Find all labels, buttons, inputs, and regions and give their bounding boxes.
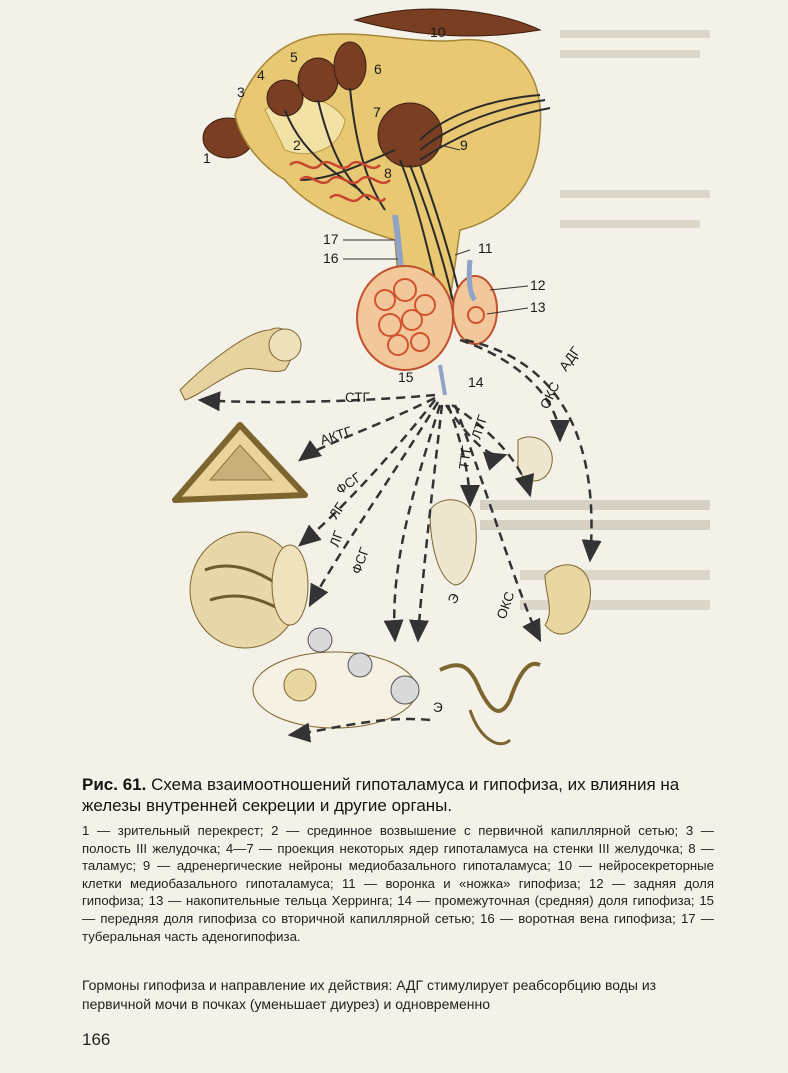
thyroid-organ (430, 500, 476, 585)
label-8: 8 (384, 165, 392, 181)
hormone-label-ttg: ТТГ (456, 444, 475, 471)
hormone-label-e-upper: Э (444, 590, 463, 607)
mammary-organ (518, 437, 553, 481)
nucleus-7 (378, 103, 442, 167)
label-6: 6 (374, 61, 382, 77)
hormone-label-fsg-upper: ФСГ (333, 469, 365, 498)
hormone-label-oks-lower: ОКС (493, 589, 518, 622)
label-16: 16 (323, 250, 339, 266)
nucleus-6 (334, 42, 366, 90)
label-14: 14 (468, 374, 484, 390)
label-2: 2 (293, 137, 301, 153)
hormone-label-fsg-lower: ФСГ (348, 545, 373, 577)
label-15: 15 (398, 369, 414, 385)
label-3: 3 (237, 84, 245, 100)
label-12: 12 (530, 277, 546, 293)
label-9: 9 (460, 137, 468, 153)
hormone-label-ltg: ЛТГ (468, 413, 491, 441)
hormone-label-stg: СТГ (345, 390, 370, 405)
label-13: 13 (530, 299, 546, 315)
hormone-label-e-lower: Э (433, 700, 443, 715)
hormone-label-aktg: АКТГ (318, 423, 354, 448)
hormone-label-lg-lower: ЛГ (326, 528, 347, 550)
nucleus-5 (298, 58, 338, 102)
body-paragraph: Гормоны гипофиза и направление их действия: АДГ стимулирует реабсорбцию воды из первичной мочи в почках (уменьшает диурез) и одновременно (82, 977, 657, 1012)
thalamus-arc (355, 9, 540, 36)
hormone-label-oks-upper: ОКС (537, 379, 563, 412)
label-17: 17 (323, 231, 339, 247)
label-4: 4 (257, 67, 265, 83)
label-5: 5 (290, 49, 298, 65)
label-1: 1 (203, 150, 211, 166)
label-10: 10 (430, 24, 446, 40)
kidney-organ (545, 565, 591, 634)
figure-caption (82, 774, 712, 816)
figure-caption-text: Схема взаимоотношений гипоталамуса и гипофиза, их влияния на железы внутренней секреции и другие органы. (82, 775, 680, 815)
figure-legend: 1 — зрительный перекрест; 2 — срединное возвышение с первичной капиллярной сетью; 3 — полость III желудочка; 4—7 — проекция некоторых ядер гипоталамуса на стенки III желудочка; 8 — таламус; 9 — адренергические нейроны медиобазального гипоталамуса; 10 — нейросекреторные клетки медиобазального гипоталамуса; 11 — воронка и «ножка» гипофиза; 12 — задняя доля гипофиза; 13 — накопительные тельца Херринга; 14 — промежуточная (средняя) доля гипофиза; 15 — передняя доля гипофиза со вторичной капиллярной сетью; 16 — воротная вена гипофиза; 17 — туберальная часть аденогипофиза. (82, 823, 714, 944)
hormone-label-lg-upper: ЛГ (326, 499, 348, 522)
hormone-label-adg: АДГ (556, 343, 584, 374)
page-number: 166 (82, 1030, 111, 1049)
bone-organ (180, 328, 301, 400)
adrenal-organ (175, 425, 305, 500)
label-7: 7 (373, 104, 381, 120)
anterior-lobe (357, 266, 453, 370)
testis-organ (190, 532, 308, 648)
posterior-lobe (453, 276, 497, 344)
ovary-uterus-organ (253, 628, 540, 744)
label-11: 11 (478, 240, 493, 256)
figure-caption-label: Рис. 61. (82, 775, 147, 794)
pituitary-outflow (440, 365, 445, 395)
